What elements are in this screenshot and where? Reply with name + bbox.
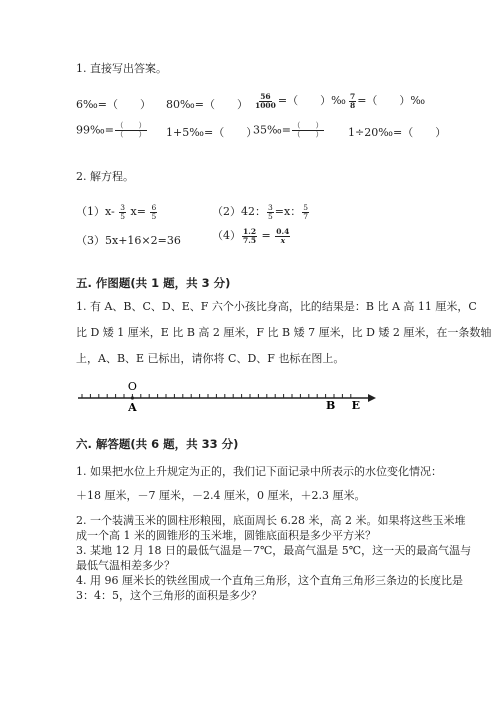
fraction: $\frac{1.2}{7.5}$ [243,226,257,245]
label-B: B [325,399,336,412]
label-A: A [128,401,137,414]
equation-1: （1）x- $\frac{3}{5}$ x= $\frac{6}{5}$ [76,202,157,221]
q6-1: 1. 如果把水位上升规定为正的，我们记下面记录中所表示的水位变化情况： [76,465,442,478]
label-O: O [127,380,137,393]
fraction: $\frac{( )}{( )}$ [115,121,146,139]
fraction: $\frac{7}{8}$ [350,91,356,110]
q-6-permille: 6‰=（ ） [76,98,151,111]
fraction: $\frac{( )}{( )}$ [292,121,323,139]
equation-2: （2）42： $\frac{3}{5}$ =x： $\frac{5}{7}$ [212,202,308,221]
fraction: $\frac{0.4}{x}$ [276,226,290,245]
equation-4: （4） $\frac{1.2}{7.5}$ = $\frac{0.4}{x}$ [212,226,290,245]
origin-point [131,396,134,399]
q5-1-line3: 上，A、B、E 已标出，请你将 C、D、F 也标在图上。 [76,352,345,365]
fraction: $\frac{3}{5}$ [268,202,273,221]
q-7-over-8: $\frac{7}{8}$ =（ ）‰ [350,91,426,110]
q6-1-values: ＋18 厘米，－7 厘米，－2.4 厘米，0 厘米，＋2.3 厘米。 [76,489,366,502]
q-1-plus-5-permille: 1+5‰=（ ） [166,126,258,139]
q5-1-line2: 比 D 矮 1 厘米，E 比 B 高 2 厘米，F 比 B 矮 7 厘米，比 D 矮 2 厘米，在一条数轴 [76,326,492,339]
label-E: E [351,399,361,412]
q-35-permille: 35‰= $\frac{( )}{( )}$ [253,121,323,139]
q5-1-line1: 1. 有 A、B、C、D、E、F 六个小孩比身高，比的结果是：B 比 A 高 11 厘米，C [76,300,477,313]
q6-4-line2: 3：4：5，这个三角形的面积是多少？ [76,589,262,602]
number-line [70,376,380,416]
fraction: $\frac{6}{5}$ [151,202,157,221]
q-80-permille: 80‰=（ ） [166,98,248,111]
q-1-div-20-permille: 1÷20‰=（ ） [348,126,447,139]
equation-3: （3）5x+16×2=36 [76,234,181,247]
fraction: $\frac{5}{7}$ [303,202,308,221]
q6-2-line1: 2. 一个装满玉米的圆柱形粮囤，底面周长 6.28 米，高 2 米。如果将这些玉米堆 [76,514,466,527]
q6-4-line1: 4. 用 96 厘米长的铁丝围成一个直角三角形，这个直角三角形三条边的长度比是 [76,574,463,587]
section1-heading: 1. 直接写出答案。 [76,62,167,75]
axis-arrow-icon [368,394,376,402]
section5-title: 五. 作图题(共 1 题，共 3 分) [76,276,231,290]
fraction: $\frac{3}{5}$ [120,202,126,221]
q6-2-line2: 成一个高 1 米的圆锥形的玉米堆，圆锥底面积是多少平方米？ [76,529,376,542]
section2-heading: 2. 解方程。 [76,170,134,183]
q-99-permille: 99‰= $\frac{( )}{( )}$ [76,121,146,139]
q-56-over-1000: $\frac{56}{1000}$ =（ ）‰ [255,91,346,110]
q6-3-line1: 3. 某地 12 月 18 日的最低气温是－7℃，最高气温是 5℃，这一天的最高气温与 [76,544,472,557]
fraction: $\frac{56}{1000}$ [255,91,276,110]
q6-3-line2: 最低气温相差多少？ [76,559,175,572]
section6-title: 六. 解答题(共 6 题，共 33 分) [76,437,239,451]
